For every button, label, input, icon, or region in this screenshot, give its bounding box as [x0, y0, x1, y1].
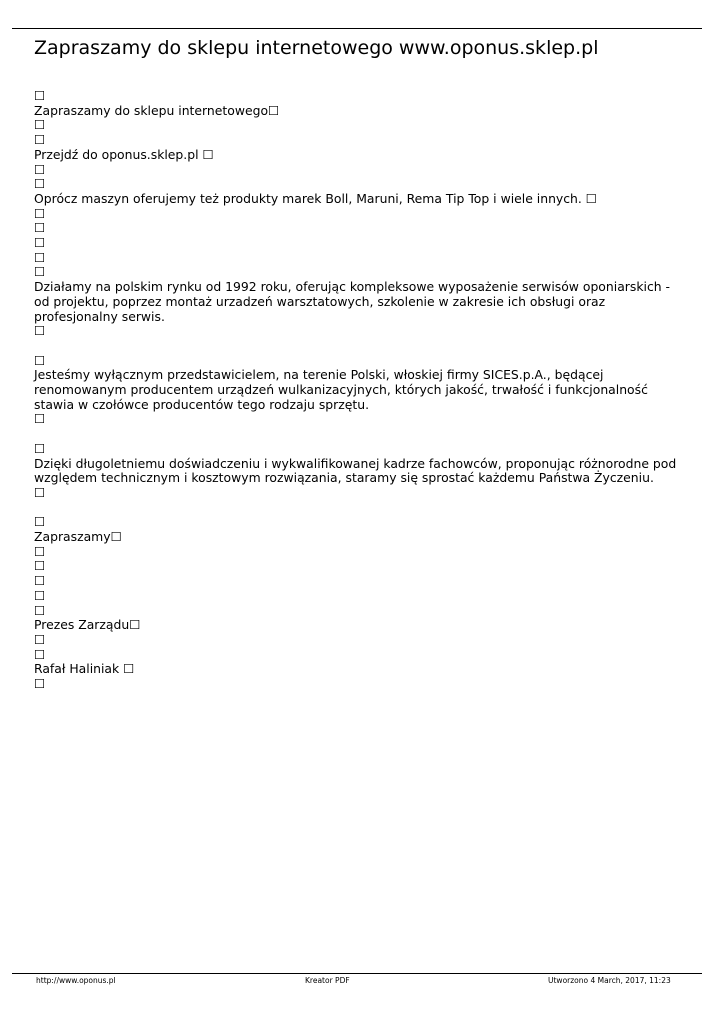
placeholder-glyph-line: ☐	[34, 205, 46, 221]
placeholder-glyph-line: ☐	[34, 573, 46, 589]
paragraph-line: Jesteśmy wyłącznym przedstawicielem, na terenie Polski, włoskiej firmy SICES.p.A., będącej renomowanym producentem urządzeń wulkanizacyjnych, których jakość, trwałość i funkcjonalność stawia w czołówce producentów tego rodzaju sprzętu.	[34, 367, 648, 412]
placeholder-glyph-line: ☐	[34, 161, 46, 177]
footer-created-date: Utworzono 4 March, 2017, 11:23	[548, 976, 671, 985]
blank-line	[34, 339, 686, 354]
placeholder-glyph-line: ☐	[34, 249, 46, 265]
paragraph-line: Oprócz maszyn oferujemy też produkty marek Boll, Maruni, Rema Tip Top i wiele innych. ☐	[34, 190, 597, 206]
placeholder-glyph-line: ☐	[34, 631, 46, 647]
paragraph-line: Przejdź do oponus.sklep.pl ☐	[34, 146, 214, 162]
placeholder-glyph-line: ☐	[34, 176, 46, 192]
paragraph-line: Prezes Zarządu☐	[34, 617, 141, 633]
paragraph-line: Zapraszamy☐	[34, 529, 122, 545]
blank-line	[34, 501, 686, 516]
placeholder-glyph-line: ☐	[34, 411, 46, 427]
placeholder-glyph-line: ☐	[34, 117, 46, 133]
paragraph-line: Dzięki długoletniemu doświadczeniu i wykwalifikowanej kadrze fachowców, proponując różnorodne pod względem technicznym i kosztowym rozwiązania, staramy się sprostać każdemu Państwa Życzeniu.	[34, 455, 677, 486]
placeholder-glyph-line: ☐	[34, 676, 46, 692]
placeholder-glyph-line: ☐	[34, 132, 46, 148]
paragraph-line: Działamy na polskim rynku od 1992 roku, oferując kompleksowe wyposażenie serwisów oponiarskich - od projektu, poprzez montaż urzadzeń warsztatowych, szkolenie w zakresie ich obsługi oraz profesjonalny serwis.	[34, 279, 671, 324]
placeholder-glyph-line: ☐	[34, 440, 46, 456]
header-rule	[12, 28, 702, 29]
article-body	[34, 89, 686, 692]
placeholder-glyph-line: ☐	[34, 587, 46, 603]
blank-line	[34, 427, 686, 442]
paragraph-line: Rafał Haliniak ☐	[34, 661, 135, 677]
placeholder-glyph-line: ☐	[34, 88, 46, 103]
footer-rule	[12, 973, 702, 974]
footer-url[interactable]: http://www.oponus.pl	[36, 976, 116, 985]
placeholder-glyph-line: ☐	[34, 264, 46, 280]
placeholder-glyph-line: ☐	[34, 323, 46, 339]
placeholder-glyph-line: ☐	[34, 602, 46, 618]
paragraph-line: Zapraszamy do sklepu internetowego☐	[34, 102, 280, 118]
placeholder-glyph-line: ☐	[34, 352, 46, 368]
placeholder-glyph-line: ☐	[34, 543, 46, 559]
placeholder-glyph-line: ☐	[34, 484, 46, 500]
footer-generator: Kreator PDF	[305, 976, 350, 985]
placeholder-glyph-line: ☐	[34, 514, 46, 530]
placeholder-glyph-line: ☐	[34, 558, 46, 574]
page-title: Zapraszamy do sklepu internetowego www.oponus.sklep.pl	[34, 37, 599, 59]
placeholder-glyph-line: ☐	[34, 220, 46, 236]
placeholder-glyph-line: ☐	[34, 235, 46, 251]
placeholder-glyph-line: ☐	[34, 646, 46, 662]
